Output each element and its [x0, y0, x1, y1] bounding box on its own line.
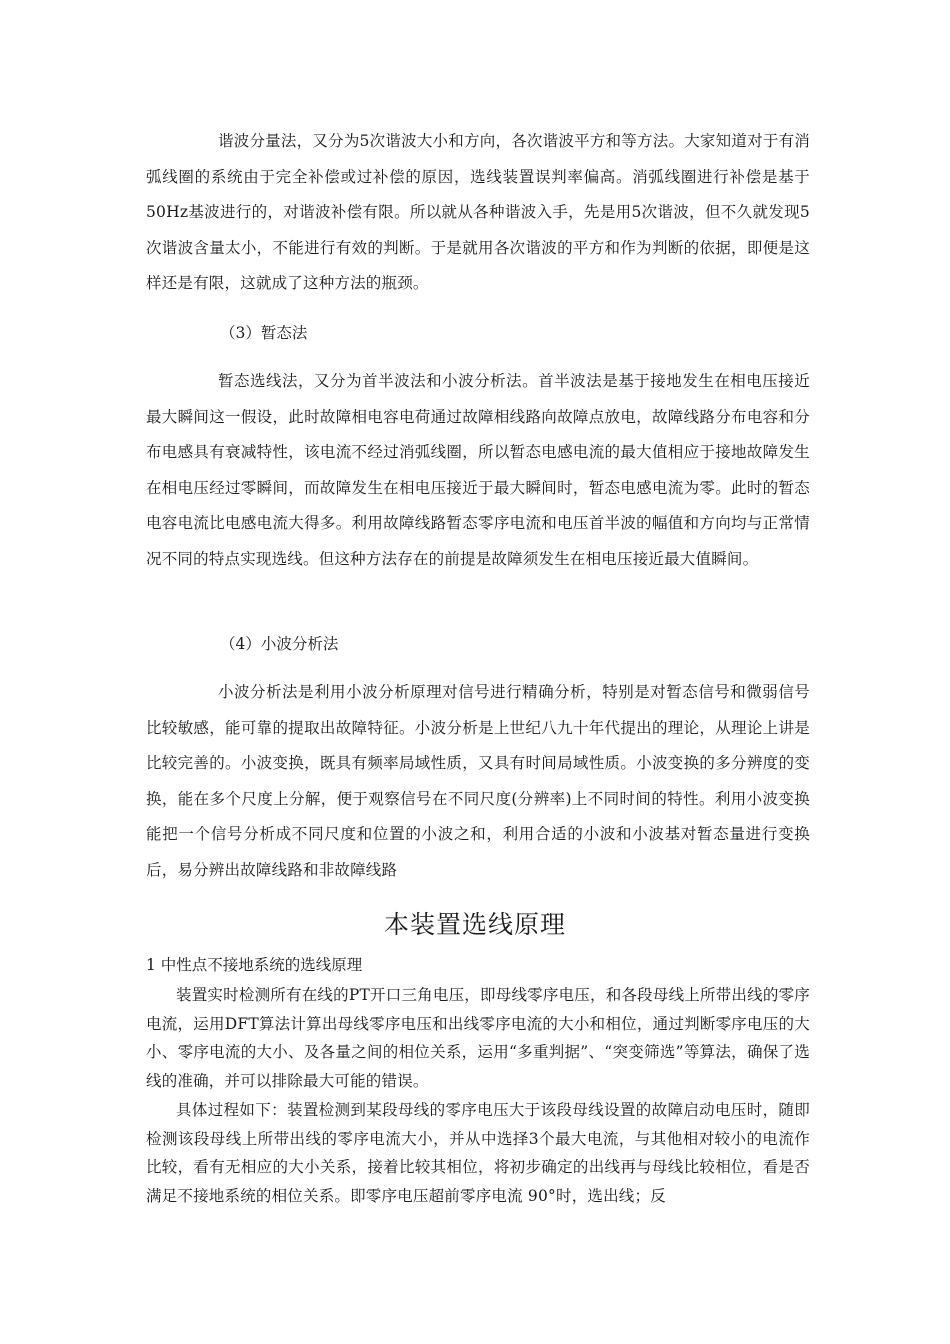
wavelet-method-heading: （4）小波分析法 — [220, 635, 339, 653]
detection-paragraph: 装置实时检测所有在线的PT开口三角电压，即母线零序电压，和各段母线上所带出线的零序电流，运用DFT算法计算出母线零序电压和出线零序电流的大小和相位，通过判断零序电压的大小、零序电流的大小、及各量之间的相位关系，运用“多重判据”、“突变筛选”等算法，确保了选线的准确，并可以排除最大可能的错误。 — [146, 986, 810, 1090]
process-paragraph: 具体过程如下：装置检测到某段母线的零序电压大于该段母线设置的故障启动电压时，随即检测该段母线上所带出线的零序电流大小，并从中选择3个最大电流，与其他相对较小的电流作比较，看有无相应的大小关系，接着比较其相位，将初步确定的出线再与母线比较相位，看是否满足不接地系统的相位关系。即零序电压超前零序电流 90°时，选出线；反 — [146, 1101, 810, 1205]
ungrounded-system-subheading: 1 中性点不接地系统的选线原理 — [146, 956, 363, 974]
principle-title: 本装置选线原理 — [383, 910, 566, 939]
transient-method-heading: （3）暂态法 — [220, 324, 308, 342]
transient-paragraph: 暂态选线法，又分为首半波法和小波分析法。首半波法是基于接地发生在相电压接近最大瞬间这一假设，此时故障相电容电荷通过故障相线路向故障点放电，故障线路分布电容和分布电感具有衰减特性，该电流不经过消弧线圈，所以暂态电感电流的最大值相应于接地故障发生在相电压经过零瞬间，而故障发生在相电压接近于最大瞬间时，暂态电感电流为零。此时的暂态电容电流比电感电流大得多。利用故障线路暂态零序电流和电压首半波的幅值和方向均与正常情况不同的特点实现选线。但这种方法存在的前提是故障须发生在相电压接近最大值瞬间。 — [146, 372, 810, 568]
wavelet-paragraph: 小波分析法是利用小波分析原理对信号进行精确分析，特别是对暂态信号和微弱信号比较敏感，能可靠的提取出故障特征。小波分析是上世纪八九十年代提出的理论，从理论上讲是比较完善的。小波变换，既具有频率局域性质，又具有时间局域性质。小波变换的多分辨度的变换，能在多个尺度上分解，便于观察信号在不同尺度(分辨率)上不同时间的特性。利用小波变换能把一个信号分析成不同尺度和位置的小波之和，利用合适的小波和小波基对暂态量进行变换后，易分辨出故障线路和非故障线路 — [146, 683, 810, 879]
harmonic-paragraph: 谐波分量法，又分为5次谐波大小和方向，各次谐波平方和等方法。大家知道对于有消弧线圈的系统由于完全补偿或过补偿的原因，选线装置误判率偏高。消弧线圈进行补偿是基于50Hz基波进行的，对谐波补偿有限。所以就从各种谐波入手，先是用5次谐波，但不久就发现5次谐波含量太小，不能进行有效的判断。于是就用各次谐波的平方和作为判断的依据，即便是这样还是有限，这就成了这种方法的瓶颈。 — [146, 132, 810, 293]
